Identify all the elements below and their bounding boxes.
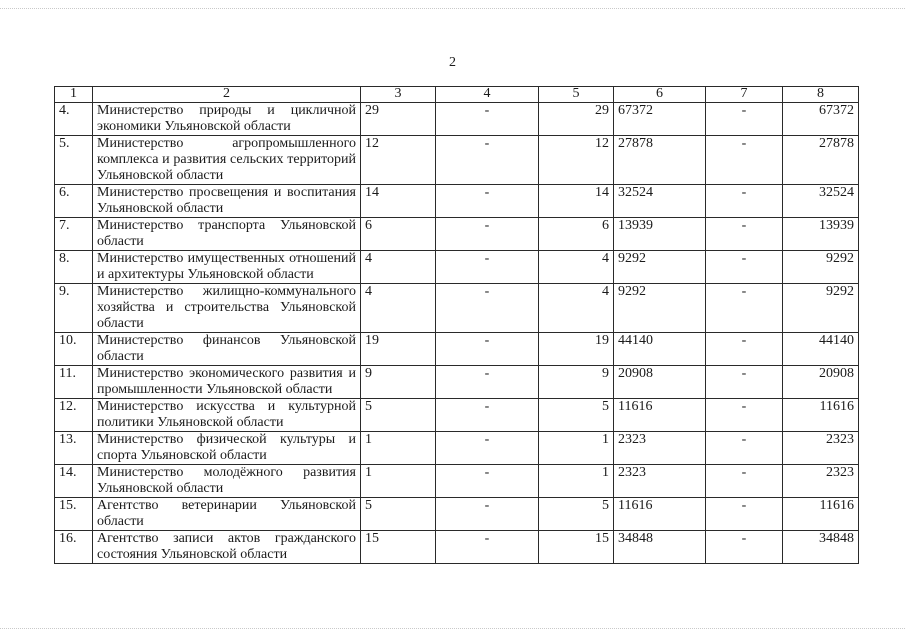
table-row (55, 432, 859, 465)
row-number: 13. (55, 432, 93, 465)
col4-value: - (436, 531, 539, 564)
col4-value: - (436, 136, 539, 185)
scan-artifact-line (0, 628, 905, 630)
col3-value: 4 (361, 251, 436, 284)
column-header: 1 (55, 87, 93, 103)
col5-value: 9 (539, 366, 614, 399)
table-row (55, 366, 859, 399)
col4-value: - (436, 218, 539, 251)
col6-value: 9292 (614, 284, 706, 333)
scan-artifact-line (0, 8, 905, 10)
col6-value: 2323 (614, 465, 706, 498)
col7-value: - (706, 531, 783, 564)
row-number: 14. (55, 465, 93, 498)
column-header: 6 (614, 87, 706, 103)
organization-name: Министерство финансов Ульяновской области (93, 333, 361, 366)
col6-value: 2323 (614, 432, 706, 465)
col4-value: - (436, 465, 539, 498)
col6-value: 13939 (614, 218, 706, 251)
col5-value: 6 (539, 218, 614, 251)
col3-value: 6 (361, 218, 436, 251)
col7-value: - (706, 465, 783, 498)
col8-value: 34848 (783, 531, 859, 564)
organization-name: Министерство физической культуры и спорта Ульяновской области (93, 432, 361, 465)
row-number: 4. (55, 103, 93, 136)
col7-value: - (706, 185, 783, 218)
col5-value: 19 (539, 333, 614, 366)
organization-name: Министерство природы и цикличной экономики Ульяновской области (93, 103, 361, 136)
col5-value: 1 (539, 465, 614, 498)
table-row (55, 103, 859, 136)
col6-value: 32524 (614, 185, 706, 218)
col6-value: 67372 (614, 103, 706, 136)
col3-value: 14 (361, 185, 436, 218)
table-header-row (55, 87, 859, 103)
col6-value: 9292 (614, 251, 706, 284)
col8-value: 11616 (783, 399, 859, 432)
col3-value: 15 (361, 531, 436, 564)
col5-value: 14 (539, 185, 614, 218)
organization-name: Министерство агропромышленного комплекса и развития сельских территорий Ульяновской области (93, 136, 361, 185)
row-number: 7. (55, 218, 93, 251)
organization-name: Агентство ветеринарии Ульяновской области (93, 498, 361, 531)
col4-value: - (436, 251, 539, 284)
col4-value: - (436, 399, 539, 432)
col7-value: - (706, 399, 783, 432)
col7-value: - (706, 366, 783, 399)
col3-value: 19 (361, 333, 436, 366)
column-header: 2 (93, 87, 361, 103)
col6-value: 44140 (614, 333, 706, 366)
allocation-table (54, 86, 859, 564)
col3-value: 1 (361, 432, 436, 465)
col5-value: 5 (539, 399, 614, 432)
col7-value: - (706, 432, 783, 465)
col4-value: - (436, 432, 539, 465)
col5-value: 4 (539, 251, 614, 284)
col8-value: 44140 (783, 333, 859, 366)
table-row (55, 399, 859, 432)
row-number: 12. (55, 399, 93, 432)
col7-value: - (706, 103, 783, 136)
col7-value: - (706, 284, 783, 333)
organization-name: Министерство имущественных отношений и архитектуры Ульяновской области (93, 251, 361, 284)
organization-name: Агентство записи актов гражданского состояния Ульяновской области (93, 531, 361, 564)
organization-name: Министерство искусства и культурной политики Ульяновской области (93, 399, 361, 432)
col5-value: 29 (539, 103, 614, 136)
table-row (55, 465, 859, 498)
col4-value: - (436, 284, 539, 333)
col7-value: - (706, 218, 783, 251)
col3-value: 12 (361, 136, 436, 185)
row-number: 6. (55, 185, 93, 218)
col6-value: 11616 (614, 498, 706, 531)
column-header: 8 (783, 87, 859, 103)
col8-value: 13939 (783, 218, 859, 251)
col7-value: - (706, 498, 783, 531)
col3-value: 4 (361, 284, 436, 333)
col8-value: 67372 (783, 103, 859, 136)
column-header: 4 (436, 87, 539, 103)
col5-value: 15 (539, 531, 614, 564)
organization-name: Министерство жилищно-коммунального хозяйства и строительства Ульяновской области (93, 284, 361, 333)
col6-value: 11616 (614, 399, 706, 432)
col5-value: 1 (539, 432, 614, 465)
row-number: 10. (55, 333, 93, 366)
col6-value: 27878 (614, 136, 706, 185)
col4-value: - (436, 366, 539, 399)
table-row (55, 218, 859, 251)
col6-value: 34848 (614, 531, 706, 564)
table-row (55, 251, 859, 284)
row-number: 11. (55, 366, 93, 399)
table-row (55, 531, 859, 564)
col8-value: 2323 (783, 432, 859, 465)
table-row (55, 333, 859, 366)
col3-value: 5 (361, 399, 436, 432)
col5-value: 12 (539, 136, 614, 185)
organization-name: Министерство молодёжного развития Ульяновской области (93, 465, 361, 498)
col8-value: 2323 (783, 465, 859, 498)
col5-value: 5 (539, 498, 614, 531)
table-row (55, 498, 859, 531)
organization-name: Министерство транспорта Ульяновской области (93, 218, 361, 251)
organization-name: Министерство просвещения и воспитания Ульяновской области (93, 185, 361, 218)
col8-value: 20908 (783, 366, 859, 399)
table-row (55, 185, 859, 218)
col8-value: 27878 (783, 136, 859, 185)
col7-value: - (706, 251, 783, 284)
row-number: 15. (55, 498, 93, 531)
col3-value: 29 (361, 103, 436, 136)
organization-name: Министерство экономического развития и промышленности Ульяновской области (93, 366, 361, 399)
col8-value: 11616 (783, 498, 859, 531)
page-number: 2 (449, 55, 456, 70)
col3-value: 9 (361, 366, 436, 399)
row-number: 8. (55, 251, 93, 284)
col4-value: - (436, 185, 539, 218)
column-header: 3 (361, 87, 436, 103)
row-number: 9. (55, 284, 93, 333)
col3-value: 1 (361, 465, 436, 498)
column-header: 5 (539, 87, 614, 103)
col4-value: - (436, 333, 539, 366)
col5-value: 4 (539, 284, 614, 333)
col8-value: 32524 (783, 185, 859, 218)
col7-value: - (706, 136, 783, 185)
col4-value: - (436, 498, 539, 531)
row-number: 16. (55, 531, 93, 564)
col3-value: 5 (361, 498, 436, 531)
col8-value: 9292 (783, 251, 859, 284)
col6-value: 20908 (614, 366, 706, 399)
table-row (55, 136, 859, 185)
col4-value: - (436, 103, 539, 136)
col7-value: - (706, 333, 783, 366)
row-number: 5. (55, 136, 93, 185)
column-header: 7 (706, 87, 783, 103)
table-row (55, 284, 859, 333)
col8-value: 9292 (783, 284, 859, 333)
